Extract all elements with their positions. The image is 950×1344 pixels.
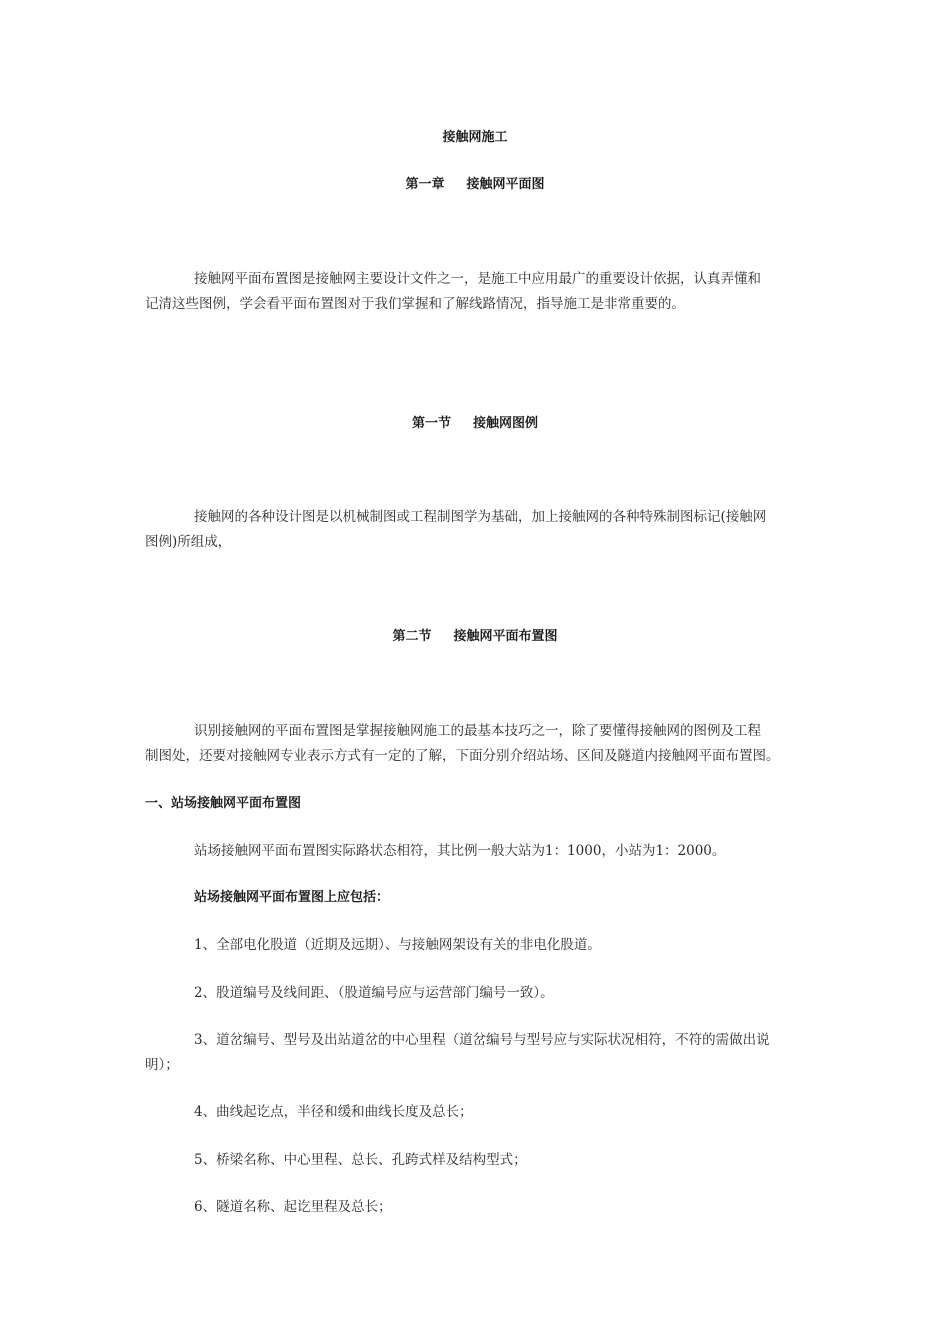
section-1-paragraph-line-1: 接触网的各种设计图是以机械制图或工程制图学为基础，加上接触网的各种特殊制图标记(接触网 [194,509,767,525]
list-item-2: 2、股道编号及线间距、（股道编号应与运营部门编号一致）。 [194,985,554,1001]
list-item-3-line-1: 3、道岔编号、型号及出站道岔的中心里程（道岔编号与型号应与实际状况相符，不符的需做出说 [194,1032,770,1048]
section-1-heading [0,414,950,434]
list-item-5: 5、桥梁名称、中心里程、总长、孔跨式样及结构型式； [194,1152,527,1168]
subheading-station-layout: 一、站场接触网平面布置图 [145,796,302,811]
intro-paragraph-line-1: 接触网平面布置图是接触网主要设计文件之一，是施工中应用最广的重要设计依据，认真弄懂和 [194,271,761,287]
scale-paragraph: 站场接触网平面布置图实际路状态相符，其比例一般大站为1：1000，小站为1：2000。 [194,843,726,859]
section-1-name: 接触网图例 [473,416,539,431]
list-item-4: 4、曲线起讫点，半径和缓和曲线长度及总长； [194,1104,473,1120]
document-title: 接触网施工 [442,130,508,145]
section-2-paragraph-line-2: 制图处，还要对接触网专业表示方式有一定的了解，下面分别介绍站场、区间及隧道内接触网平面布置图。 [145,748,780,764]
section-1-paragraph-line-2: 图例)所组成， [145,534,232,550]
list-item-3-line-2: 明）； [145,1057,179,1073]
section-1-number: 第一节 [411,416,451,431]
list-item-6: 6、隧道名称、起讫里程及总长； [194,1199,392,1215]
section-2-paragraph-line-1: 识别接触网的平面布置图是掌握接触网施工的最基本技巧之一，除了要懂得接触网的图例及工程 [194,723,761,739]
chapter-number: 第一章 [405,177,445,192]
section-2-number: 第二节 [392,629,432,644]
chapter-heading [0,175,950,195]
list-heading: 站场接触网平面布置图上应包括： [194,890,390,905]
intro-paragraph-line-2: 记清这些图例，学会看平面布置图对于我们掌握和了解线路情况，指导施工是非常重要的。 [145,296,685,312]
list-item-1: 1、全部电化股道（近期及远期）、与接触网架设有关的非电化股道。 [194,937,601,953]
section-2-heading [0,627,950,647]
chapter-name: 接触网平面图 [466,177,545,192]
section-2-name: 接触网平面布置图 [453,629,558,644]
